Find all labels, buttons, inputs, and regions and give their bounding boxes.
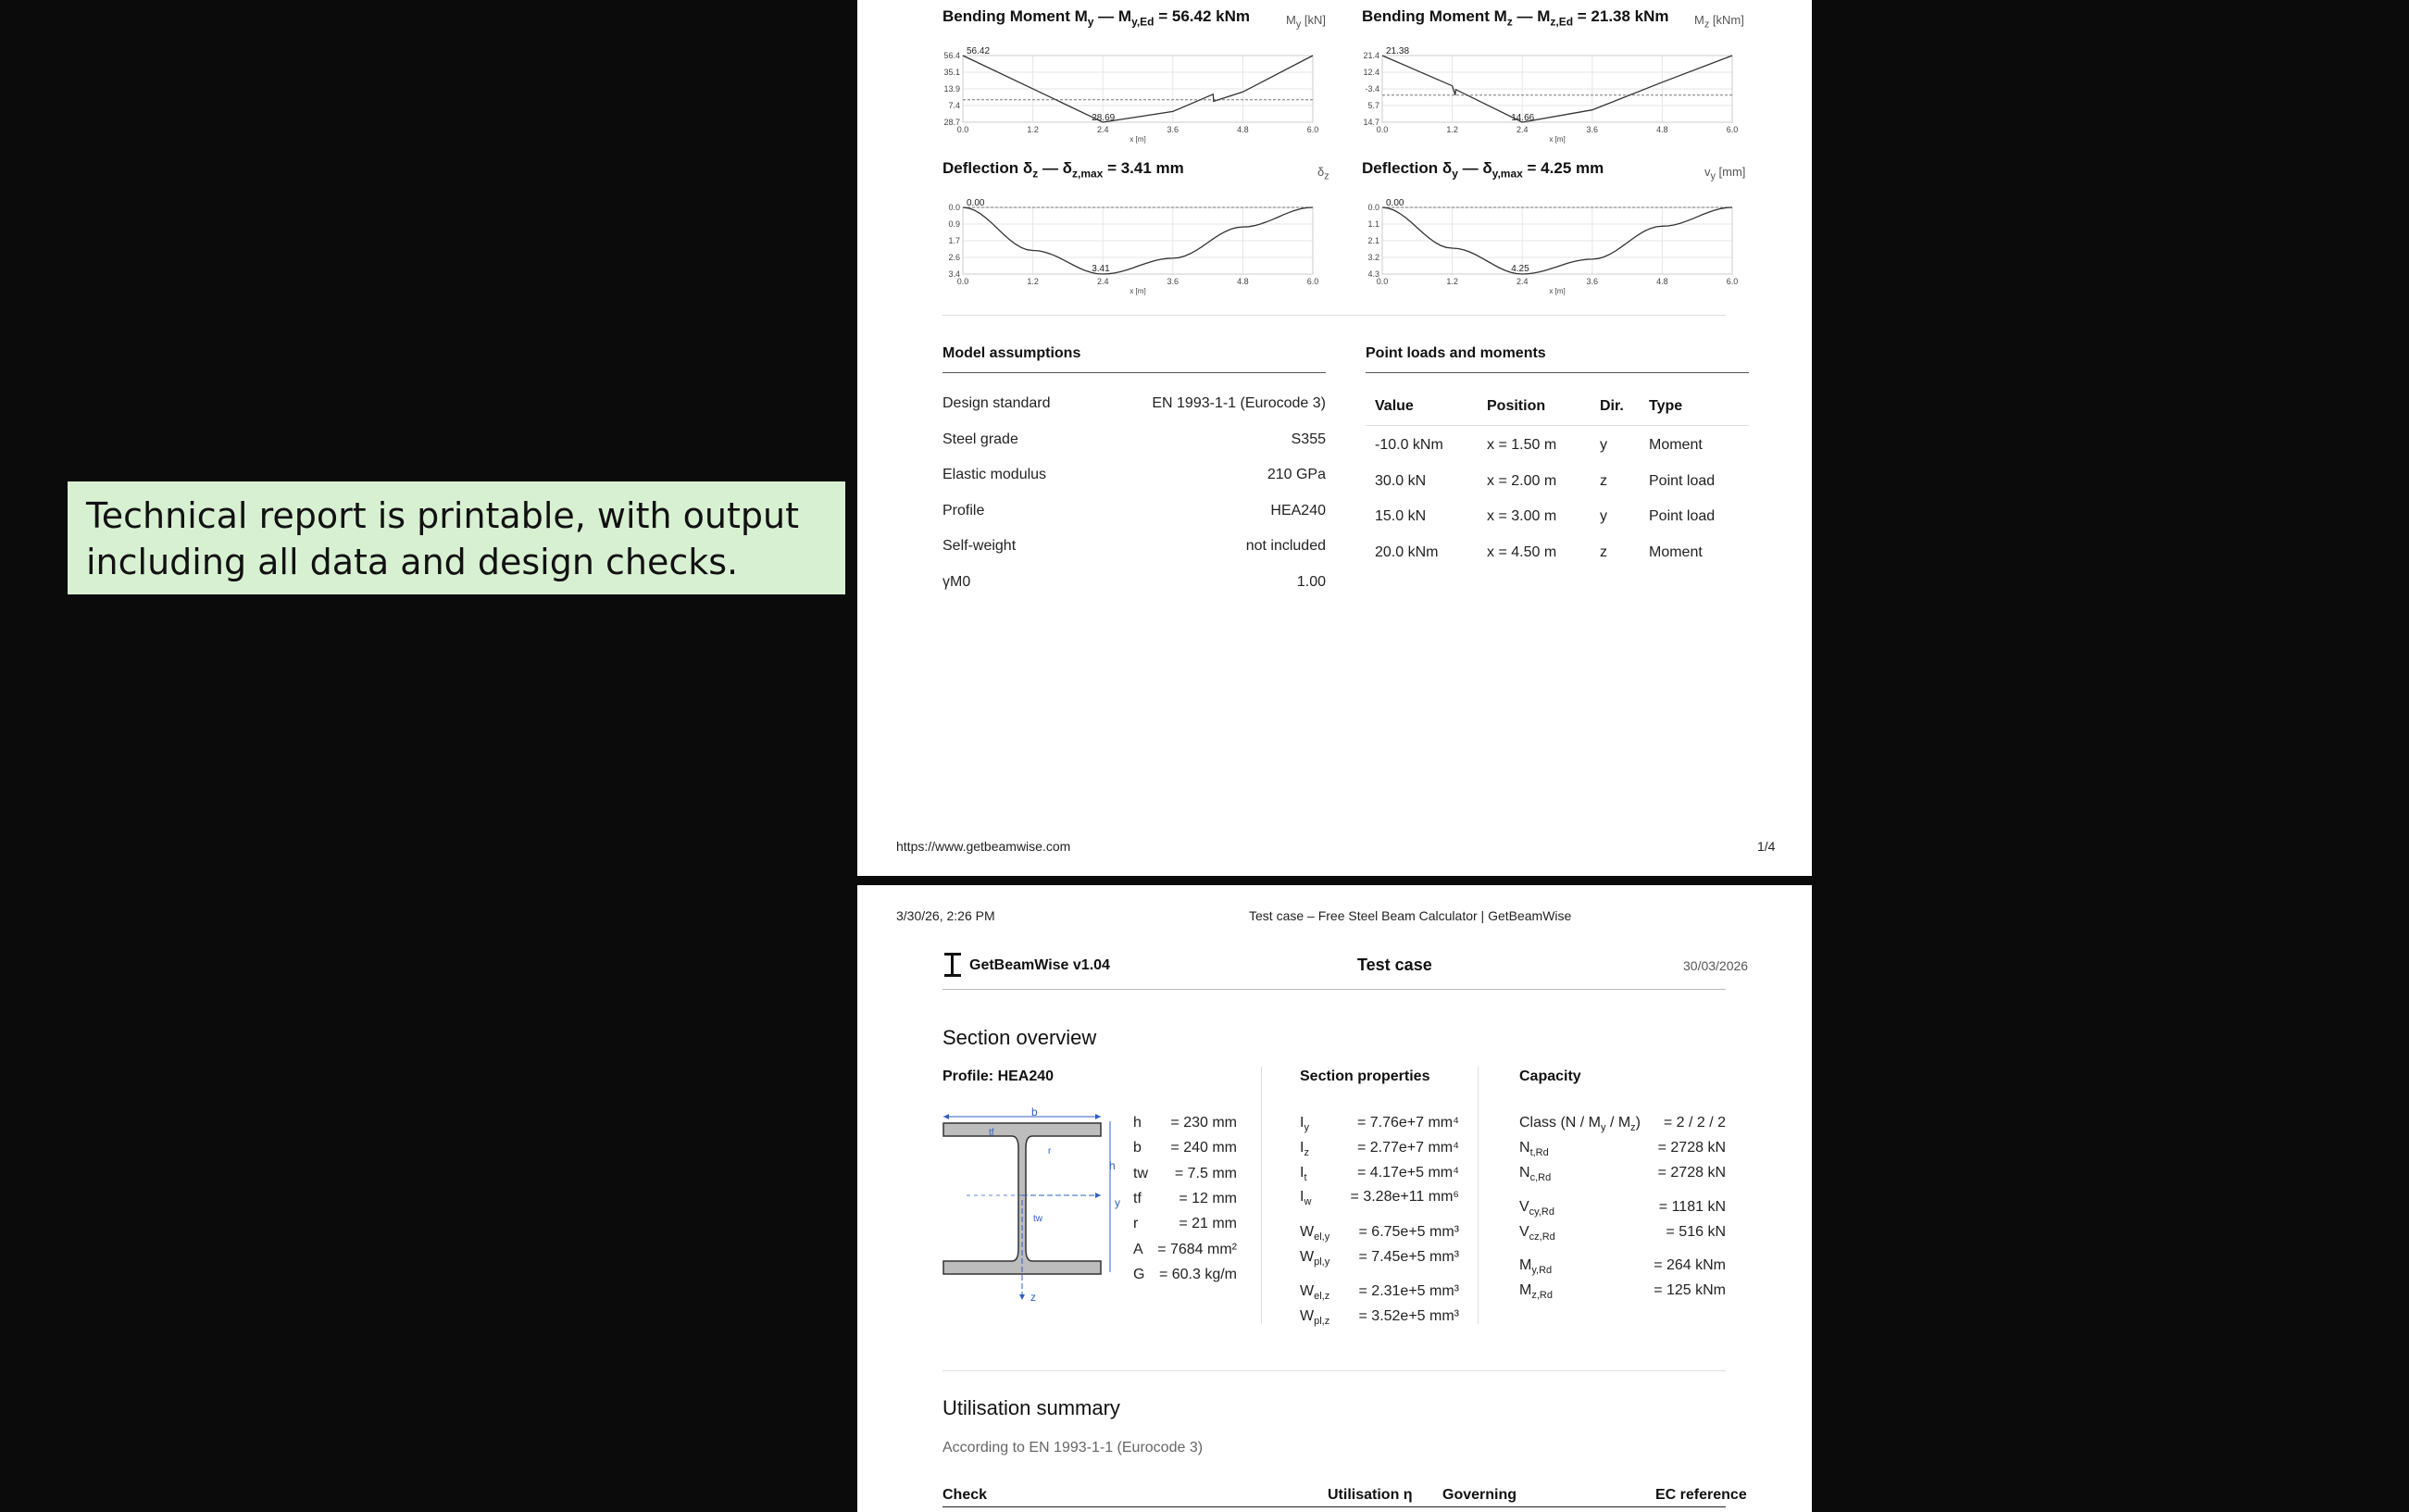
x-tick-label: 6.0 bbox=[1306, 125, 1319, 134]
property-symbol: $I_t$ bbox=[1300, 1165, 1307, 1184]
capacity-symbol: $M_{y,Rd}$ bbox=[1519, 1257, 1553, 1277]
dimension-value: = 7684 mm² bbox=[1157, 1241, 1237, 1257]
x-tick-label: 2.4 bbox=[1096, 125, 1109, 134]
property-value: = 3.52e+5 mm³ bbox=[1358, 1308, 1459, 1324]
y-tick-label: 7.4 bbox=[948, 101, 960, 110]
assumption-key: Design standard bbox=[942, 395, 1051, 411]
x-tick-label: 2.4 bbox=[1516, 277, 1529, 286]
x-tick-label: 0.0 bbox=[1376, 277, 1389, 286]
fig-label-r: r bbox=[1048, 1146, 1052, 1156]
x-tick-label: 4.8 bbox=[1656, 125, 1668, 134]
y-tick-label: 1.7 bbox=[948, 236, 960, 245]
dimension-value: = 240 mm bbox=[1170, 1140, 1237, 1156]
assumption-key: Elastic modulus bbox=[942, 467, 1047, 482]
point-load-cell: z bbox=[1600, 472, 1607, 489]
util-header-rule bbox=[942, 1506, 1726, 1507]
property-symbol: $W_{el,z}$ bbox=[1300, 1283, 1330, 1303]
y-tick-label: 35.1 bbox=[943, 68, 960, 77]
x-tick-label: 3.6 bbox=[1167, 125, 1180, 134]
point-loads-title: Point loads and moments bbox=[1366, 345, 1546, 361]
capacity-symbol: $V_{cy,Rd}$ bbox=[1519, 1199, 1554, 1218]
property-value: = 3.28e+11 mm⁶ bbox=[1350, 1189, 1459, 1205]
point-load-cell: x = 4.50 m bbox=[1487, 544, 1557, 560]
data-label: 56.42 bbox=[967, 46, 991, 56]
capacity-symbol: $N_{c,Rd}$ bbox=[1519, 1165, 1552, 1184]
capacity-value: = 2728 kN bbox=[1657, 1165, 1726, 1181]
chart-mz-title: Bending Moment $M_z$ — $M_{z,Ed} = 21.38$ kNm bbox=[1362, 7, 1669, 29]
x-tick-label: 0.0 bbox=[1376, 125, 1389, 134]
property-value: = 7.76e+7 mm⁴ bbox=[1356, 1115, 1459, 1131]
y-tick-label: 3.2 bbox=[1367, 253, 1379, 262]
y-tick-label: 3.4 bbox=[948, 269, 960, 279]
x-tick-label: 2.4 bbox=[1516, 125, 1529, 134]
point-loads-header: Value bbox=[1375, 398, 1414, 414]
y-tick-label: 56.4 bbox=[943, 51, 960, 60]
point-loads-header: Position bbox=[1487, 398, 1546, 414]
point-load-cell: z bbox=[1600, 544, 1607, 560]
x-tick-label: 2.4 bbox=[1096, 277, 1109, 286]
property-value: = 2.31e+5 mm³ bbox=[1358, 1283, 1459, 1299]
dimension-symbol: r bbox=[1133, 1216, 1139, 1232]
footer-url[interactable]: https://www.getbeamwise.com bbox=[896, 839, 1071, 854]
brand-name: GetBeamWise v1.04 bbox=[969, 957, 1110, 973]
assumption-key: Steel grade bbox=[942, 431, 1018, 447]
dimension-value: = 230 mm bbox=[1170, 1115, 1237, 1131]
section-properties-title: Section properties bbox=[1300, 1068, 1430, 1084]
point-load-cell: Point load bbox=[1649, 472, 1716, 489]
chart-dz-unit: $\delta_z$ bbox=[1317, 165, 1329, 182]
utilisation-subtitle: According to EN 1993-1-1 (Eurocode 3) bbox=[942, 1440, 1204, 1456]
x-axis-label: x [m] bbox=[1130, 287, 1146, 295]
property-symbol: $W_{pl,z}$ bbox=[1300, 1308, 1330, 1328]
dimension-value: = 60.3 kg/m bbox=[1158, 1266, 1237, 1282]
point-load-cell: Point load bbox=[1649, 508, 1716, 524]
y-tick-label: 2.1 bbox=[1367, 236, 1379, 245]
capacity-symbol: $V_{cz,Rd}$ bbox=[1519, 1224, 1555, 1243]
point-load-cell: y bbox=[1600, 437, 1607, 453]
point-load-cell: 15.0 kN bbox=[1375, 508, 1427, 524]
data-label: 14.66 bbox=[1511, 113, 1535, 123]
capacity-symbol: $N_{t,Rd}$ bbox=[1519, 1140, 1549, 1159]
x-tick-label: 4.8 bbox=[1237, 277, 1249, 286]
assumption-value: 1.00 bbox=[1296, 573, 1326, 590]
chart-my-unit: $M_y$ [kN] bbox=[1286, 13, 1326, 31]
x-tick-label: 0.0 bbox=[956, 125, 969, 134]
property-symbol: $I_w$ bbox=[1300, 1189, 1312, 1208]
x-axis-label: x [m] bbox=[1549, 287, 1566, 295]
print-title: Test case – Free Steel Beam Calculator | GetBeamWise bbox=[1249, 908, 1572, 923]
point-loads-header: Type bbox=[1649, 398, 1683, 414]
util-header-check: Check bbox=[942, 1487, 988, 1503]
point-load-cell: Moment bbox=[1649, 544, 1703, 560]
x-tick-label: 1.2 bbox=[1446, 277, 1458, 286]
capacity-symbol: Class $(N / M_y / M_z)$ bbox=[1519, 1115, 1641, 1134]
doc-date: 30/03/2026 bbox=[1683, 958, 1749, 973]
section-rule bbox=[942, 372, 1326, 373]
capacity-value: = 264 kNm bbox=[1654, 1257, 1726, 1273]
capacity-title: Capacity bbox=[1519, 1068, 1581, 1084]
column-divider bbox=[1478, 1067, 1479, 1324]
dimension-symbol: tf bbox=[1133, 1190, 1142, 1206]
data-label: 0.00 bbox=[967, 198, 985, 208]
point-load-cell: -10.0 kNm bbox=[1375, 437, 1443, 453]
dimension-symbol: h bbox=[1133, 1115, 1142, 1131]
y-tick-label: -3.4 bbox=[1365, 84, 1379, 94]
capacity-value: = 516 kN bbox=[1666, 1224, 1726, 1240]
chart-dy-title: Deflection $\delta_y$ — $\delta_{y,max} = 4.25$ mm bbox=[1362, 159, 1604, 181]
chart-my-title: Bending Moment $M_y$ — $M_{y,Ed} = 56.42$ kNm bbox=[942, 7, 1251, 29]
dimension-value: = 12 mm bbox=[1179, 1190, 1237, 1206]
y-tick-label: 14.7 bbox=[1363, 118, 1379, 127]
caption-callout bbox=[68, 481, 845, 594]
x-tick-label: 1.2 bbox=[1446, 125, 1458, 134]
y-tick-label: 13.9 bbox=[943, 84, 960, 94]
x-tick-label: 0.0 bbox=[956, 277, 969, 286]
y-tick-label: 0.9 bbox=[948, 219, 960, 229]
point-load-cell: x = 1.50 m bbox=[1487, 437, 1557, 453]
point-loads-header: Dir. bbox=[1600, 398, 1624, 414]
y-tick-label: 5.7 bbox=[1367, 101, 1379, 110]
x-tick-label: 4.8 bbox=[1237, 125, 1249, 134]
x-tick-label: 3.6 bbox=[1586, 125, 1599, 134]
doc-title: Test case bbox=[1357, 956, 1432, 974]
fig-label-tw: tw bbox=[1033, 1214, 1042, 1224]
x-tick-label: 6.0 bbox=[1726, 277, 1739, 286]
assumption-value: EN 1993-1-1 (Eurocode 3) bbox=[1152, 395, 1326, 411]
point-load-cell: 20.0 kNm bbox=[1375, 544, 1439, 560]
chart-mz-unit: $M_z$ [kNm] bbox=[1694, 13, 1744, 31]
point-load-cell: Moment bbox=[1649, 437, 1703, 453]
data-label: 4.25 bbox=[1511, 264, 1529, 274]
point-load-cell: x = 2.00 m bbox=[1487, 472, 1557, 489]
column-divider bbox=[1261, 1067, 1262, 1324]
caption-text: Technical report is printable, with output including all data and design checks. bbox=[86, 495, 799, 582]
assumption-key: Profile bbox=[942, 502, 985, 519]
report-page-2 bbox=[857, 885, 1812, 1512]
y-tick-label: 21.4 bbox=[1363, 51, 1379, 60]
x-tick-label: 6.0 bbox=[1726, 125, 1739, 134]
util-header-ec-reference: EC reference bbox=[1655, 1487, 1747, 1503]
x-axis-label: x [m] bbox=[1549, 135, 1566, 144]
x-axis-label: x [m] bbox=[1130, 135, 1146, 144]
util-header-utilisation: Utilisation η bbox=[1328, 1487, 1413, 1503]
x-tick-label: 1.2 bbox=[1027, 125, 1039, 134]
capacity-symbol: $M_{z,Rd}$ bbox=[1519, 1282, 1553, 1302]
chart-mz-plot bbox=[1362, 41, 1751, 143]
dimension-value: = 21 mm bbox=[1179, 1216, 1237, 1232]
print-date: 3/30/26, 2:26 PM bbox=[896, 908, 995, 923]
x-tick-label: 6.0 bbox=[1306, 277, 1319, 286]
utilisation-title: Utilisation summary bbox=[942, 1396, 1120, 1419]
property-value: = 4.17e+5 mm⁴ bbox=[1356, 1165, 1459, 1181]
divider bbox=[942, 1370, 1726, 1371]
chart-dz-plot bbox=[942, 193, 1331, 294]
point-load-cell: 30.0 kN bbox=[1375, 472, 1427, 489]
x-tick-label: 3.6 bbox=[1586, 277, 1599, 286]
profile-label: Profile: HEA240 bbox=[942, 1068, 1055, 1084]
divider bbox=[942, 315, 1726, 316]
y-tick-label: 12.4 bbox=[1363, 68, 1379, 77]
chart-my-plot bbox=[942, 41, 1331, 143]
data-label: 28.69 bbox=[1092, 113, 1116, 123]
x-tick-label: 1.2 bbox=[1027, 277, 1039, 286]
property-value: = 6.75e+5 mm³ bbox=[1358, 1224, 1459, 1240]
capacity-value: = 1181 kN bbox=[1658, 1199, 1726, 1215]
section-overview-title: Section overview bbox=[942, 1026, 1097, 1049]
assumption-value: HEA240 bbox=[1270, 502, 1326, 519]
assumption-value: not included bbox=[1245, 538, 1326, 554]
assumption-key: Self-weight bbox=[942, 538, 1017, 554]
property-symbol: $W_{el,y}$ bbox=[1300, 1224, 1330, 1243]
data-label: 3.41 bbox=[1092, 264, 1110, 274]
x-tick-label: 4.8 bbox=[1656, 277, 1668, 286]
chart-dz-title: Deflection $\delta_z$ — $\delta_{z,max} = 3.41$ mm bbox=[942, 159, 1184, 181]
dimension-value: = 7.5 mm bbox=[1174, 1165, 1237, 1181]
point-load-cell: x = 3.00 m bbox=[1487, 508, 1557, 524]
capacity-value: = 2 / 2 / 2 bbox=[1663, 1115, 1726, 1131]
x-tick-label: 3.6 bbox=[1167, 277, 1180, 286]
section-rule bbox=[1366, 372, 1749, 373]
point-load-cell: y bbox=[1600, 508, 1607, 524]
data-label: 0.00 bbox=[1386, 198, 1404, 208]
fig-label-z: z bbox=[1030, 1291, 1036, 1304]
fig-label-b: b bbox=[1031, 1106, 1038, 1118]
util-header-governing: Governing bbox=[1442, 1487, 1517, 1503]
assumption-value: S355 bbox=[1291, 431, 1326, 447]
dimension-symbol: tw bbox=[1133, 1165, 1148, 1181]
chart-dy-plot bbox=[1362, 193, 1751, 294]
model-assumptions-title: Model assumptions bbox=[942, 345, 1081, 361]
report-page-1 bbox=[857, 0, 1812, 876]
data-label: 21.38 bbox=[1386, 46, 1410, 56]
property-symbol: $I_y$ bbox=[1300, 1115, 1309, 1134]
assumption-key: γM0 bbox=[942, 573, 971, 590]
i-section-drawing bbox=[939, 1107, 1145, 1311]
fig-label-tf: tf bbox=[989, 1128, 994, 1138]
dimension-symbol: A bbox=[1133, 1241, 1143, 1257]
assumption-value: 210 GPa bbox=[1267, 467, 1326, 482]
y-tick-label: 0.0 bbox=[1367, 203, 1379, 212]
property-value: = 7.45e+5 mm³ bbox=[1358, 1249, 1459, 1265]
beam-logo-icon bbox=[942, 951, 963, 979]
property-value: = 2.77e+7 mm⁴ bbox=[1356, 1140, 1459, 1156]
y-tick-label: 28.7 bbox=[943, 118, 960, 127]
page-number: 1/4 bbox=[1757, 839, 1776, 854]
header-rule bbox=[942, 989, 1726, 990]
capacity-value: = 125 kNm bbox=[1654, 1282, 1726, 1298]
chart-dy-unit: $v_y$ [mm] bbox=[1704, 165, 1746, 182]
y-tick-label: 4.3 bbox=[1367, 269, 1379, 279]
capacity-value: = 2728 kN bbox=[1657, 1140, 1726, 1156]
fig-label-h: h bbox=[1109, 1159, 1116, 1172]
property-symbol: $W_{pl,y}$ bbox=[1300, 1249, 1330, 1268]
table-rule bbox=[1366, 425, 1749, 426]
dimension-symbol: G bbox=[1133, 1266, 1145, 1282]
property-symbol: $I_z$ bbox=[1300, 1140, 1309, 1159]
dimension-symbol: b bbox=[1133, 1140, 1142, 1156]
fig-label-y: y bbox=[1115, 1196, 1120, 1209]
y-tick-label: 0.0 bbox=[948, 203, 960, 212]
y-tick-label: 2.6 bbox=[948, 253, 960, 262]
y-tick-label: 1.1 bbox=[1367, 219, 1379, 229]
